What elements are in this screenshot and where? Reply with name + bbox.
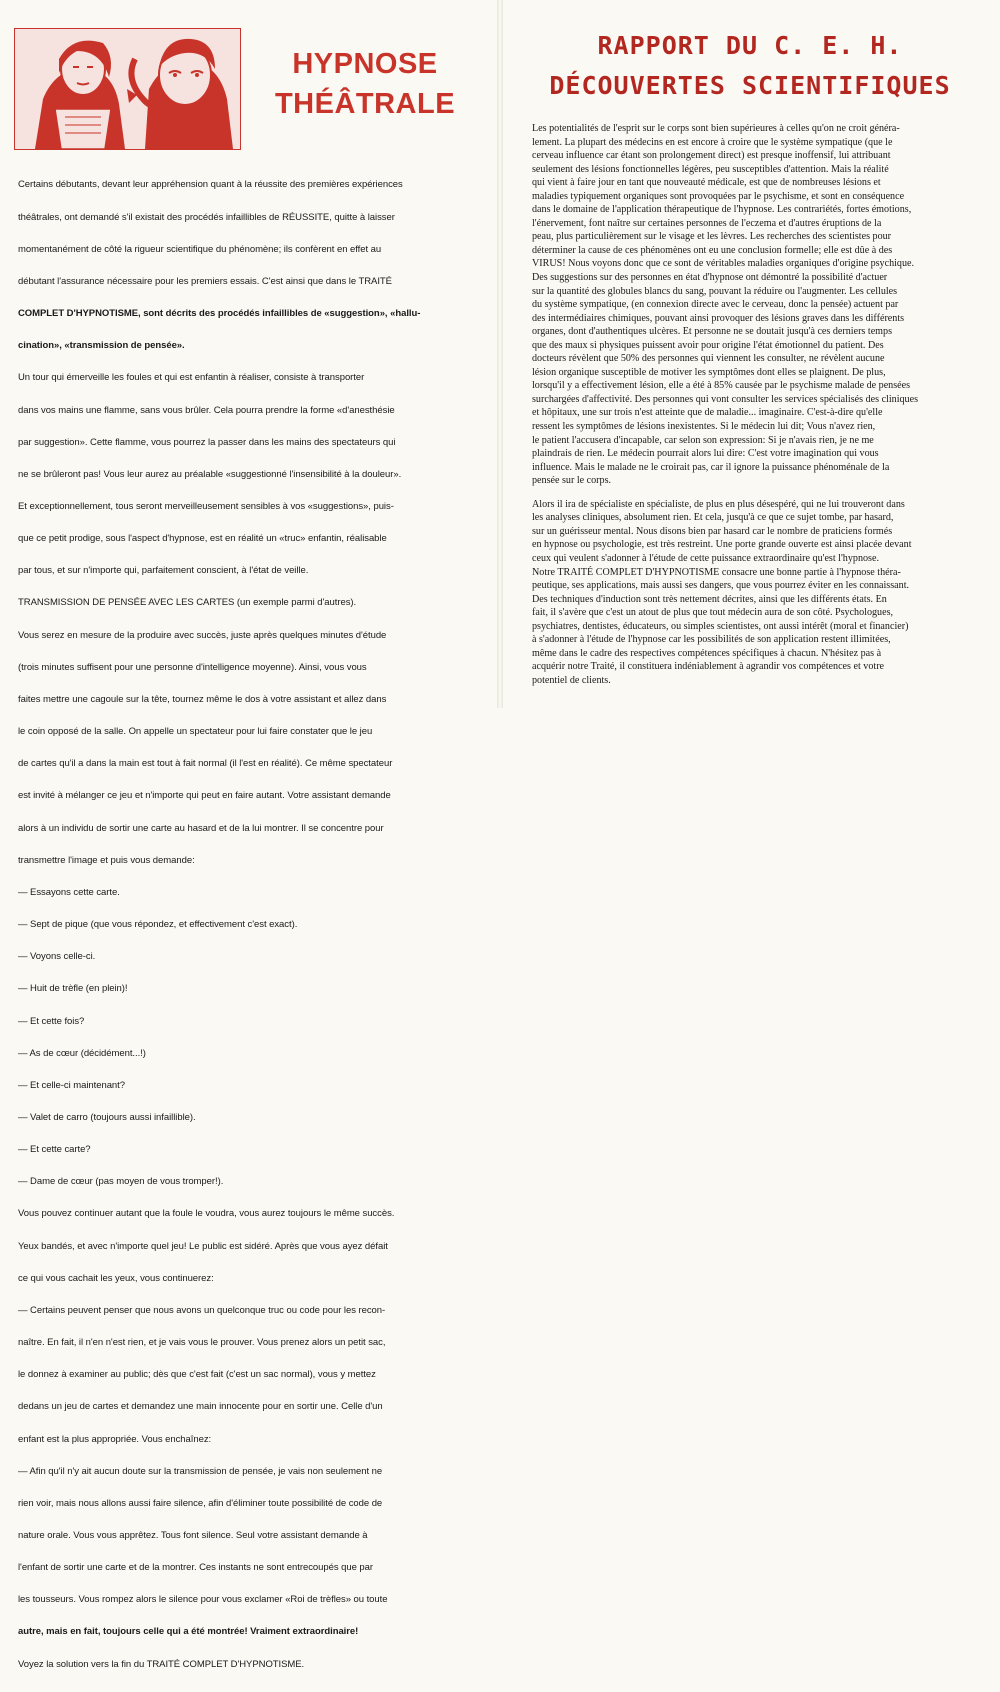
text-line: influence. Mais le malade ne le croirait pas, car il ignore la puissance phénoménale de la bbox=[532, 461, 890, 473]
illustration-hypnotist-subject bbox=[14, 28, 241, 150]
left-page bbox=[0, 0, 500, 1670]
text-line: enfant est la plus appropriée. Vous enchaînez: bbox=[18, 1433, 212, 1445]
text-line: alors à un individu de sortir une carte au hasard et de la lui montrer. Il se concentre pour bbox=[18, 822, 384, 834]
text-line: — Et cette fois? bbox=[18, 1015, 85, 1027]
text-line: Un tour qui émerveille les foules et qui est enfantin à réaliser, consiste à transporter bbox=[18, 372, 365, 384]
left-body-text bbox=[18, 159, 484, 1692]
text-line: sur la quantité des globules blancs du sang, pouvant la réduire ou l'augmenter. Les cellules bbox=[532, 285, 898, 297]
text-line: — Et cette carte? bbox=[18, 1144, 91, 1156]
text-line: Les potentialités de l'esprit sur le corps sont bien supérieures à celles qu'on ne croit généra- bbox=[532, 123, 900, 134]
text-line: — Essayons cette carte. bbox=[18, 886, 120, 898]
text-line: Des suggestions sur des personnes en état d'hypnose ont démontré la possibilité d'actuer bbox=[532, 272, 888, 284]
right-title-line-1: RAPPORT DU C. E. H. bbox=[597, 31, 903, 60]
text-line: Alors il ira de spécialiste en spécialiste, de plus en plus désespéré, qui ne lui trouveront dans bbox=[532, 498, 905, 510]
text-line: le coin opposé de la salle. On appelle un spectateur pour lui faire constater que le jeu bbox=[18, 726, 373, 738]
text-line: Notre TRAITÉ COMPLET D'HYPNOTISME consacre une bonne partie à l'hypnose théra- bbox=[532, 566, 901, 578]
text-line: docteurs révèlent que 50% des personnes qui viennent les consulter, ne révèlent aucune bbox=[532, 353, 885, 365]
text-line: lésion organique susceptible de motiver les symptômes dont elles se plaignent. De plus, bbox=[532, 366, 886, 378]
left-title bbox=[250, 44, 480, 124]
text-line: — Sept de pique (que vous répondez, et effectivement c'est exact). bbox=[18, 919, 298, 931]
text-line: fait, il s'avère que c'est un atout de plus que tout médecin aura de son côté. Psychologues, bbox=[532, 607, 894, 619]
text-line: Vous serez en mesure de la produire avec succès, juste après quelques minutes d'étude bbox=[18, 629, 387, 641]
text-line: et hôpitaux, une sur trois n'est atteinte que de maladie... imaginaire. C'est-à-dire qu'elle bbox=[532, 407, 883, 419]
text-line: naître. En fait, il n'en n'est rien, et je vais vous le prouver. Vous prenez alors un petit sac, bbox=[18, 1337, 386, 1349]
text-line: Certains débutants, devant leur appréhension quant à la réussite des premières expériences bbox=[18, 179, 403, 191]
text-line: lorsqu'il y a effectivement lésion, elle a été à 85% causée par le psychisme malade de pensées bbox=[532, 380, 911, 392]
text-line: même dans le cadre des respectives compétences spécifiques à chacun. N'hésitez pas à bbox=[532, 647, 882, 659]
text-line: l'énervement, font naître sur certaines personnes de l'eczema et d'autres éruptions de la bbox=[532, 217, 882, 229]
text-line: ne se brûleront pas! Vous leur aurez au préalable «suggestionné l'insensibilité à la douleur». bbox=[18, 468, 402, 480]
text-line: acquérir notre Traité, il constituera indéniablement à agrandir vos compétences et votre bbox=[532, 661, 885, 673]
text-line: transmettre l'image et puis vous demande: bbox=[18, 854, 195, 866]
text-line: sur un guérisseur mental. Nous disons bien par hasard car le nombre de praticiens formés bbox=[532, 525, 893, 537]
text-line: — Voyons celle-ci. bbox=[18, 951, 96, 963]
text-line: des intermédiaires chimiques, pouvant ainsi provoquer des lésions graves dans les différents bbox=[532, 312, 905, 324]
text-line: qui vient à faire jour en tant que nouveauté médicale, est que de nombreuses lésions et bbox=[532, 177, 881, 189]
text-line: — Afin qu'il n'y ait aucun doute sur la transmission de pensée, je vais non seulement ne bbox=[18, 1465, 383, 1477]
text-line: ceux qui veulent s'adonner à l'étude de cette puissance extraordinaire qu'est l'hypnose. bbox=[532, 552, 879, 564]
text-line: — Dame de cœur (pas moyen de vous tromper!). bbox=[18, 1176, 224, 1188]
left-title-line-2: THÉÂTRALE bbox=[274, 88, 456, 120]
text-line: que ce petit prodige, sous l'aspect d'hypnose, est en réalité un «truc» enfantin, réalisable bbox=[18, 533, 387, 545]
text-line: — Et celle-ci maintenant? bbox=[18, 1079, 125, 1091]
text-line: théâtrales, ont demandé s'il existait des procédés infaillibles de RÉUSSITE, quitte à laisser bbox=[18, 211, 395, 223]
text-line: le donnez à examiner au public; dès que c'est fait (c'est un sac normal), vous y mettez bbox=[18, 1369, 376, 1381]
right-title bbox=[520, 26, 980, 106]
text-line: Voyez la solution vers la fin du TRAITÉ COMPLET D'HYPNOTISME. bbox=[18, 1658, 305, 1670]
text-line: par tous, et sur n'importe qui, parfaitement conscient, à l'état de veille. bbox=[18, 565, 309, 577]
text-line: seulement des lésions fonctionnelles légères, peu susceptibles d'attention. Mais la réalité bbox=[532, 163, 889, 175]
text-line: Et exceptionnellement, tous seront merveilleusement sensibles à vos «suggestions», puis- bbox=[18, 501, 394, 512]
text-line: faites mettre une cagoule sur la tête, tournez même le dos à votre assistant et allez dans bbox=[18, 693, 387, 705]
text-line: débutant l'assurance nécessaire pour les premiers essais. C'est ainsi que dans le TRAITÉ bbox=[18, 275, 392, 287]
text-line: COMPLET D'HYPNOTISME, sont décrits des procédés infaillibles de «suggestion», «hallu- bbox=[18, 308, 421, 320]
text-line: déterminer la cause de ces phénomènes ont eu une conclusion formelle; elle est dûe à des bbox=[532, 244, 893, 256]
text-line: par suggestion». Cette flamme, vous pourrez la passer dans les mains des spectateurs qui bbox=[18, 436, 396, 448]
right-body-text bbox=[532, 122, 984, 687]
text-line: VIRUS! Nous voyons donc que ce sont de véritables maladies organiques d'origine psychique. bbox=[532, 258, 915, 270]
left-title-line-1: HYPNOSE bbox=[292, 48, 438, 80]
text-line: rien voir, mais nous allons aussi faire silence, afin d'éliminer toute possibilité de code de bbox=[18, 1497, 383, 1509]
text-line: que des maux si physiques puissent avoir pour origine l'état émotionnel du patient. Des bbox=[532, 339, 884, 351]
text-line: ressent les symptômes de lésions inexistentes. Si le médecin lui dit; Vous n'avez rien, bbox=[532, 421, 876, 433]
text-line: dedans un jeu de cartes et demandez une main innocente pour en sortir une. Celle d'un bbox=[18, 1401, 383, 1413]
text-line: lement. La plupart des médecins en est encore à croire que le système sympatique (que le bbox=[532, 136, 893, 148]
text-line: nature orale. Vous vous apprêtez. Tous font silence. Seul votre assistant demande à bbox=[18, 1530, 368, 1541]
text-line: peau, plus particulièrement sur le visage et les lèvres. Les recherches des scientistes pour bbox=[532, 231, 892, 243]
text-line: TRANSMISSION DE PENSÉE AVEC LES CARTES (un exemple parmi d'autres). bbox=[18, 597, 357, 609]
text-line: dans vos mains une flamme, sans vous brûler. Cela pourra prendre la forme «d'anesthésie bbox=[18, 404, 395, 416]
text-line: les tousseurs. Vous rompez alors le silence pour vous exclamer «Roi de trèfles» ou toute bbox=[18, 1594, 388, 1606]
text-line: (trois minutes suffisent pour une personne d'intelligence moyenne). Ainsi, vous vous bbox=[18, 661, 367, 673]
text-line: du système sympatique, (en connexion directe avec le cerveau, donc la pensée) actuent par bbox=[532, 299, 899, 311]
text-line: momentanément de côté la rigueur scientifique du phénomène; ils confèrent en effet au bbox=[18, 243, 382, 255]
text-line: l'enfant de sortir une carte et de la montrer. Ces instants ne sont entrecoupés que par bbox=[18, 1562, 373, 1574]
text-line: à s'adonner à l'étude de l'hypnose car les possibilités de son application restent illimitées, bbox=[532, 634, 891, 646]
text-line: — Huit de trèfle (en plein)! bbox=[18, 983, 128, 995]
text-line: organes, dont d'authentiques ulcères. Et personne ne se doutait jusqu'à ces derniers temps bbox=[532, 326, 892, 338]
text-line: — Valet de carro (toujours aussi infaillible). bbox=[18, 1111, 196, 1123]
text-line: cination», «transmission de pensée». bbox=[18, 340, 185, 352]
text-line: — Certains peuvent penser que nous avons un quelconque truc ou code pour les recon- bbox=[18, 1304, 386, 1316]
text-line: Yeux bandés, et avec n'importe quel jeu! Le public est sidéré. Après que vous ayez défait bbox=[18, 1240, 388, 1252]
text-line: — As de cœur (décidément...!) bbox=[18, 1047, 146, 1059]
text-line: potentiel de clients. bbox=[532, 674, 611, 686]
paragraph-gap bbox=[532, 488, 984, 498]
text-line: autre, mais en fait, toujours celle qui a été montrée! Vraiment extraordinaire! bbox=[18, 1626, 359, 1638]
text-line: ce qui vous cachait les yeux, vous continuerez: bbox=[18, 1272, 214, 1284]
text-line: de cartes qu'il a dans la main est tout à fait normal (il l'est en réalité). Ce même spectateur bbox=[18, 758, 393, 770]
text-line: le patient l'accusera d'incapable, car selon son expression: Si je n'avais rien, je ne me bbox=[532, 434, 874, 446]
hypnosis-illustration-icon bbox=[15, 29, 240, 149]
text-line: pensée sur le corps. bbox=[532, 475, 612, 487]
text-line: Des techniques d'induction sont très nettement décrites, ainsi que les différents états. En bbox=[532, 593, 887, 605]
text-line: dans le domaine de l'application thérapeutique de l'hypnose. Les contrariétés, fortes émotions, bbox=[532, 204, 912, 216]
text-line: psychiatres, dentistes, éducateurs, ou simples scientistes, ont aussi intérêt (moral et financier) bbox=[532, 620, 909, 632]
text-line: Vous pouvez continuer autant que la foule le voudra, vous aurez toujours le même succès. bbox=[18, 1208, 395, 1220]
right-title-line-2: DÉCOUVERTES SCIENTIFIQUES bbox=[549, 71, 951, 100]
text-line: cerveau influence car étant son prolongement direct) est presque inoffensif, lui attribuant bbox=[532, 150, 891, 162]
text-line: maladies typiquement organiques sont provoquées par le psychisme, et sont en conséquence bbox=[532, 190, 905, 202]
text-line: plaindrais de rien. Le médecin pourrait alors lui dire: C'est votre imagination qui vous bbox=[532, 448, 879, 460]
text-line: surchargées d'affectivité. Des personnes qui vont consulter les services spécialisés des cliniques bbox=[532, 393, 919, 405]
text-line: peutique, ses applications, mais aussi ses dangers, que vous pourrez éviter en les connaissant. bbox=[532, 580, 910, 592]
text-line: les analyses cliniques, absolument rien. Et cela, jusqu'à ce que ce sujet tombe, par hasard, bbox=[532, 512, 894, 524]
text-line: est invité à mélanger ce jeu et n'importe qui peut en faire autant. Votre assistant demande bbox=[18, 790, 391, 802]
text-line: en hypnose ou psychologie, est très restreint. Une porte grande ouverte est ainsi placée devant bbox=[532, 539, 912, 551]
